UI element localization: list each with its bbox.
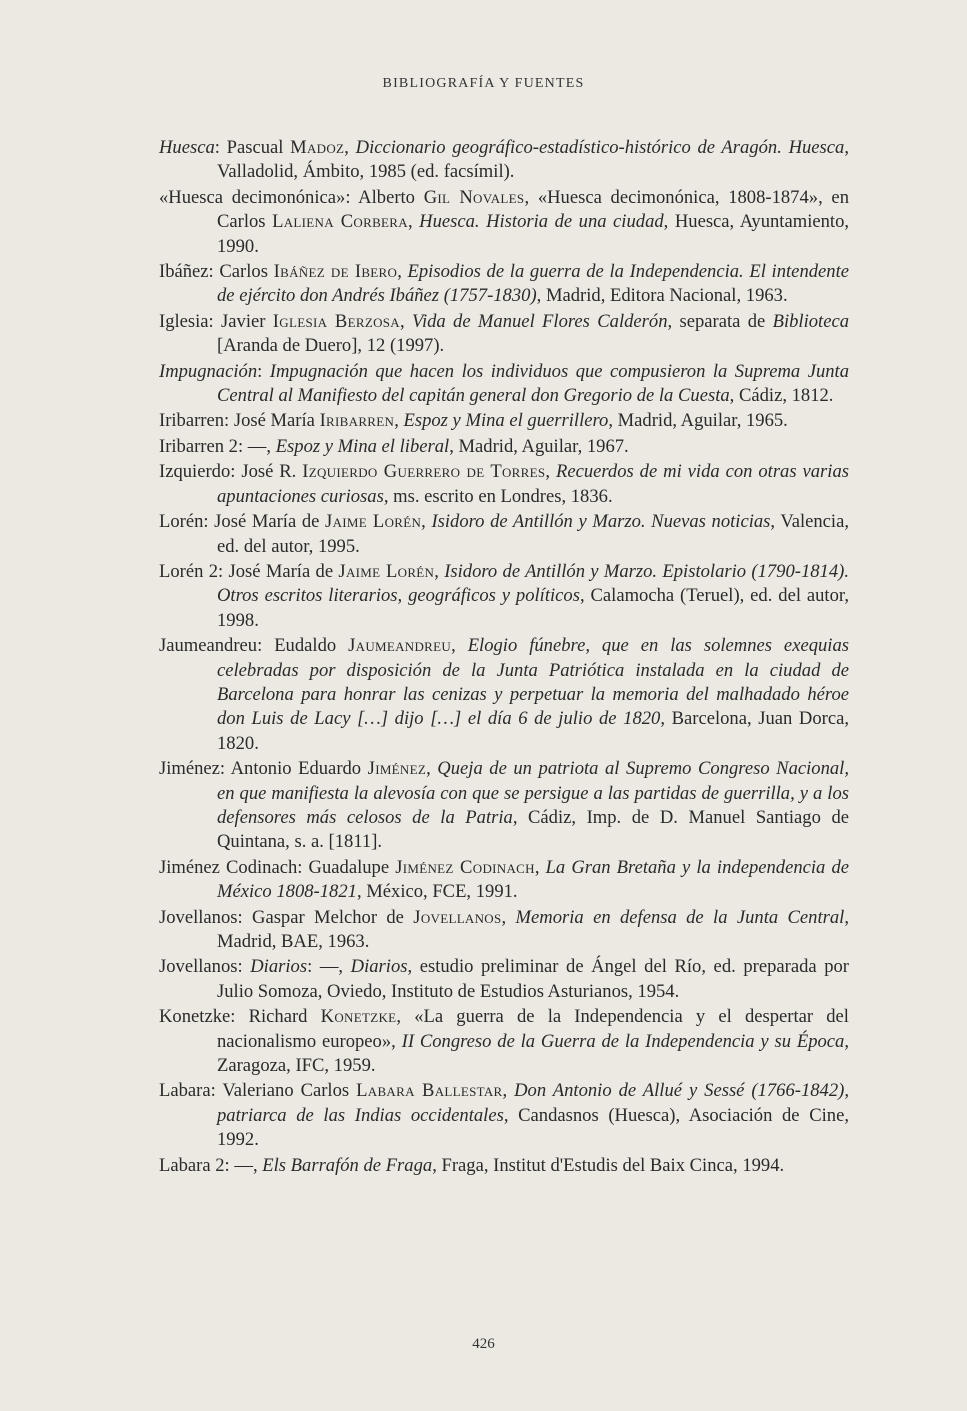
bibliography-entry	[159, 1079, 849, 1152]
entry-title-italic: Espoz y Mina el liberal	[275, 435, 450, 457]
bibliography-list	[159, 136, 849, 1179]
bibliography-entry	[159, 906, 849, 955]
bibliography-entry	[159, 955, 849, 1004]
entry-text: , Huesca, Ayuntamiento, 1990.	[217, 211, 850, 257]
entry-text: ,	[344, 137, 356, 158]
entry-title-italic: Impugnación que hacen los individuos que compusieron la Suprema Junta Central al Manifiesto del capitán general don Gregorio de la Cuesta	[217, 360, 849, 407]
bibliography-entry	[159, 435, 849, 459]
entry-text: Jiménez: Antonio Eduardo	[159, 758, 368, 780]
bibliography-entry	[159, 560, 849, 633]
entry-text: , «Huesca decimonónica, 1808-1874», en Carlos	[217, 186, 849, 233]
bibliography-entry	[159, 1154, 849, 1178]
entry-author-smallcaps: Jiménez Codinach	[395, 856, 535, 878]
entry-title-italic: Isidoro de Antillón y Marzo. Nuevas noticias	[431, 511, 771, 533]
bibliography-entry	[159, 409, 849, 433]
entry-title-italic: Espoz y Mina el guerrillero	[403, 410, 609, 432]
entry-text: , estudio preliminar de Ángel del Río, ed. preparada por Julio Somoza, Oviedo, Instituto de Estudios Asturianos, 1954.	[217, 956, 849, 1002]
running-header: BIBLIOGRAFÍA Y FUENTES	[382, 76, 585, 91]
entry-text: Ibáñez: Carlos	[159, 261, 274, 283]
entry-text: , separata de	[667, 310, 773, 332]
entry-title-italic: Recuerdos de mi vida con otras varias apuntaciones curiosas	[217, 461, 849, 507]
entry-text: , Zaragoza, IFC, 1959.	[217, 1030, 849, 1077]
entry-text: , Candasnos (Huesca), Asociación de Cine, 1992.	[217, 1104, 849, 1151]
entry-text: , «La guerra de la Independencia y el despertar del nacionalismo europeo»,	[217, 1006, 849, 1052]
entry-title-italic: Diarios	[350, 956, 408, 978]
entry-text: , Cádiz, 1812.	[729, 385, 834, 407]
bibliography-entry	[159, 856, 849, 905]
entry-author-smallcaps: Jovellanos	[413, 906, 502, 928]
entry-author-smallcaps: Labara Ballestar	[356, 1080, 503, 1102]
entry-title-italic: II Congreso de la Guerra de la Independencia y su Época	[401, 1030, 845, 1052]
entry-author-smallcaps: Jaime Lorén	[338, 560, 435, 582]
page-number: 426	[472, 1336, 495, 1352]
entry-author-smallcaps: Madoz	[290, 137, 345, 158]
entry-title-italic: Els Barrafón de Fraga	[262, 1154, 433, 1176]
entry-text: , Valencia, ed. del autor, 1995.	[217, 511, 849, 557]
entry-text: ,	[451, 635, 468, 657]
bibliography-entry	[159, 1005, 849, 1078]
bibliography-entry	[159, 186, 849, 259]
entry-text: ,	[502, 1080, 515, 1102]
entry-text: , Fraga, Institut d'Estudis del Baix Cinca, 1994.	[432, 1154, 785, 1176]
entry-text: : —,	[307, 956, 351, 978]
entry-title-italic: Diarios	[250, 956, 308, 978]
entry-text: Lorén 2: José María de	[159, 560, 339, 582]
entry-title-italic: Impugnación	[159, 360, 258, 382]
entry-text: : Pascual	[214, 137, 291, 158]
bibliography-entry	[159, 136, 849, 185]
entry-title-italic: Biblioteca	[772, 310, 850, 332]
entry-text: Izquierdo: José R.	[159, 461, 303, 483]
entry-title-italic: Elogio fúnebre, que en las solemnes exequias celebradas por disposición de la Junta Patriótica instalada en la ciudad de Barcelona para honrar las cenizas y perpetuar la memoria del malhadado héroe don Luis de Lacy […] dijo […] el día 6 de julio de 1820	[217, 635, 849, 730]
entry-text: [Aranda de Duero], 12 (1997).	[217, 335, 445, 357]
entry-author-smallcaps: Jaime Lorén	[325, 511, 422, 533]
entry-title-italic: Isidoro de Antillón y Marzo. Epistolario (1790-1814). Otros escritos literarios, geográficos y políticos	[217, 560, 849, 607]
entry-title-italic: Memoria en defensa de la Junta Central	[515, 906, 845, 928]
entry-text: Jovellanos:	[159, 956, 251, 978]
entry-text: , Cádiz, Imp. de D. Manuel Santiago de Quintana, s. a. [1811].	[217, 806, 849, 853]
entry-title-italic: Vida de Manuel Flores Calderón	[411, 310, 668, 332]
entry-text: ,	[407, 211, 420, 233]
entry-text: , Madrid, Editora Nacional, 1963.	[536, 285, 788, 307]
entry-text: Labara: Valeriano Carlos	[159, 1080, 357, 1102]
bibliography-entry	[159, 634, 849, 756]
bibliography-entry	[159, 310, 849, 359]
entry-author-smallcaps: Laliena Corbera	[272, 211, 408, 233]
entry-text: ,	[434, 560, 445, 582]
entry-author-smallcaps: Izquierdo Guerrero de Torres	[302, 461, 546, 483]
entry-text: ,	[397, 261, 408, 283]
entry-text: ,	[394, 410, 404, 432]
entry-text: ,	[421, 511, 432, 533]
entry-text: , Madrid, BAE, 1963.	[217, 906, 849, 952]
entry-text: , Barcelona, Juan Dorca, 1820.	[217, 708, 850, 754]
entry-text: , Madrid, Aguilar, 1967.	[449, 435, 629, 457]
entry-title-italic: Diccionario geográfico-estadístico-histórico de Aragón. Huesca	[355, 137, 845, 158]
bibliography-entry	[159, 510, 849, 559]
entry-text: Jovellanos: Gaspar Melchor de	[159, 906, 414, 928]
entry-text: Iribarren 2: —,	[159, 435, 276, 457]
entry-text: Jaumeandreu: Eudaldo	[159, 635, 349, 657]
entry-text: ,	[534, 856, 546, 878]
entry-title-italic: La Gran Bretaña y la independencia de México 1808-1821	[217, 856, 850, 903]
entry-title-italic: Don Antonio de Allué y Sessé (1766-1842), patriarca de las Indias occidentales	[217, 1080, 849, 1126]
entry-author-smallcaps: Jaumeandreu	[348, 635, 452, 657]
entry-text: ,	[545, 461, 556, 483]
entry-text: ,	[426, 758, 438, 780]
entry-text: «Huesca decimonónica»: Alberto	[159, 186, 424, 208]
entry-title-italic: Huesca	[159, 137, 215, 158]
entry-text: , ms. escrito en Londres, 1836.	[383, 485, 613, 507]
entry-text: , México, FCE, 1991.	[356, 881, 518, 903]
entry-text: ,	[400, 310, 412, 332]
entry-text: , Valladolid, Ámbito, 1985 (ed. facsímil).	[217, 137, 849, 183]
entry-text: :	[257, 360, 270, 382]
entry-text: Iglesia: Javier	[159, 310, 273, 332]
entry-text: Iribarren: José María	[159, 410, 320, 432]
bibliography-entry	[159, 460, 849, 509]
entry-text: , Madrid, Aguilar, 1965.	[608, 410, 788, 432]
entry-author-smallcaps: Gil Novales	[423, 186, 525, 208]
entry-author-smallcaps: Jiménez	[367, 758, 427, 780]
entry-author-smallcaps: Ibáñez de Ibero	[273, 261, 398, 283]
bibliography-entry	[159, 360, 849, 409]
entry-title-italic: Queja de un patriota al Supremo Congreso Nacional, en que manifiesta la alevosía con que se persigue a las partidas de guerrilla, y a los defensores más celosos de la Patria	[217, 758, 849, 828]
bibliography-entry	[159, 757, 849, 855]
entry-text: , Calamocha (Teruel), ed. del autor, 1998.	[217, 585, 849, 631]
entry-author-smallcaps: Iglesia Berzosa	[272, 310, 400, 332]
entry-text: ,	[501, 906, 516, 928]
entry-text: Lorén: José María de	[159, 511, 326, 533]
entry-title-italic: Huesca. Historia de una ciudad	[419, 211, 664, 233]
entry-author-smallcaps: Iribarren	[319, 410, 395, 432]
entry-title-italic: Episodios de la guerra de la Independencia. El intendente de ejército don Andrés Ibáñez (1757-1830)	[217, 261, 850, 307]
entry-text: Konetzke: Richard	[159, 1006, 321, 1028]
bibliography-entry	[159, 260, 849, 309]
entry-text: Jiménez Codinach: Guadalupe	[159, 856, 396, 878]
entry-author-smallcaps: Konetzke	[320, 1006, 397, 1028]
entry-text: Labara 2: —,	[159, 1154, 263, 1176]
